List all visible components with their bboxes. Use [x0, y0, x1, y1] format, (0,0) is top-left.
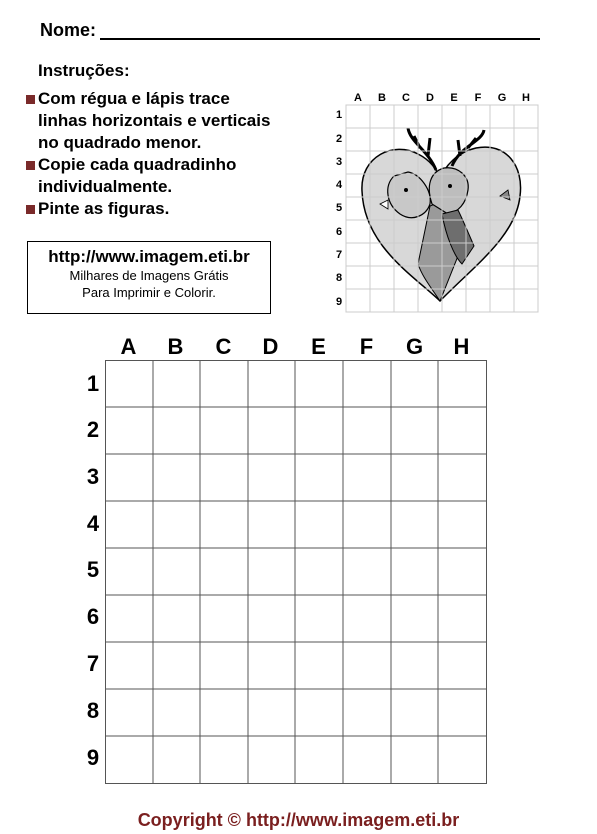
grid-col-label: D	[262, 334, 279, 359]
square-bullet-icon	[26, 161, 35, 170]
moose-heart-illustration	[362, 128, 521, 301]
grid-col-label: G	[405, 334, 424, 359]
grid-col-label: H	[453, 334, 470, 359]
grid-row-label: 5	[86, 557, 100, 582]
website-info-box	[27, 241, 271, 314]
instruction-item	[24, 198, 324, 220]
grid-row-label: 7	[86, 651, 100, 676]
ref-row-label: 5	[335, 202, 343, 214]
instruction-text: no quadrado menor.	[38, 133, 202, 152]
grid-row-label: 6	[86, 604, 100, 629]
grid-row-label: 8	[86, 698, 100, 723]
grid-col-label: C	[215, 334, 232, 359]
grid-row-label: 4	[86, 511, 100, 536]
ref-col-label: F	[474, 92, 482, 104]
grid-col-label: F	[359, 334, 374, 359]
instruction-item	[24, 154, 324, 198]
ref-row-label: 2	[335, 133, 343, 145]
grid-col-label: E	[311, 334, 326, 359]
instruction-text: linhas horizontais e verticais	[38, 111, 271, 130]
ref-col-label: C	[402, 92, 410, 104]
instruction-text: Copie cada quadradinho	[38, 155, 237, 174]
grid-row-label: 1	[86, 371, 100, 396]
instruction-text: Com régua e lápis trace	[38, 89, 230, 108]
drawing-grid[interactable]	[105, 360, 487, 784]
reference-grid-with-illustration	[334, 86, 540, 314]
ref-col-label: G	[497, 92, 507, 104]
square-bullet-icon	[26, 95, 35, 104]
ref-col-label: E	[450, 92, 458, 104]
ref-row-label: 9	[335, 296, 343, 308]
grid-row-label: 2	[86, 417, 100, 442]
ref-col-label: B	[378, 92, 386, 104]
ref-row-label: 7	[335, 249, 343, 261]
instructions-list	[24, 88, 324, 220]
ref-col-label: D	[426, 92, 434, 104]
website-url[interactable]: http://www.imagem.eti.br	[48, 247, 250, 266]
name-label: Nome:	[40, 20, 97, 40]
ref-row-label: 3	[335, 156, 343, 168]
instruction-item	[24, 88, 324, 154]
ref-row-label: 1	[335, 109, 343, 121]
website-tagline: Milhares de Imagens Grátis	[69, 268, 229, 283]
grid-col-label: A	[120, 334, 137, 359]
square-bullet-icon	[26, 205, 35, 214]
grid-row-label: 9	[86, 745, 100, 770]
name-input-line[interactable]	[100, 38, 540, 40]
ref-col-label: A	[354, 92, 362, 104]
instructions-title: Instruções:	[38, 61, 130, 80]
copyright-footer: Copyright © http://www.imagem.eti.br	[137, 810, 460, 830]
grid-row-label: 3	[86, 464, 100, 489]
ref-col-label: H	[522, 92, 530, 104]
website-tagline: Para Imprimir e Colorir.	[82, 285, 216, 300]
ref-row-label: 4	[335, 179, 343, 191]
ref-row-label: 6	[335, 226, 343, 238]
ref-row-label: 8	[335, 272, 343, 284]
instruction-text: individualmente.	[38, 177, 173, 196]
grid-col-label: B	[167, 334, 184, 359]
instruction-text: Pinte as figuras.	[38, 199, 170, 218]
